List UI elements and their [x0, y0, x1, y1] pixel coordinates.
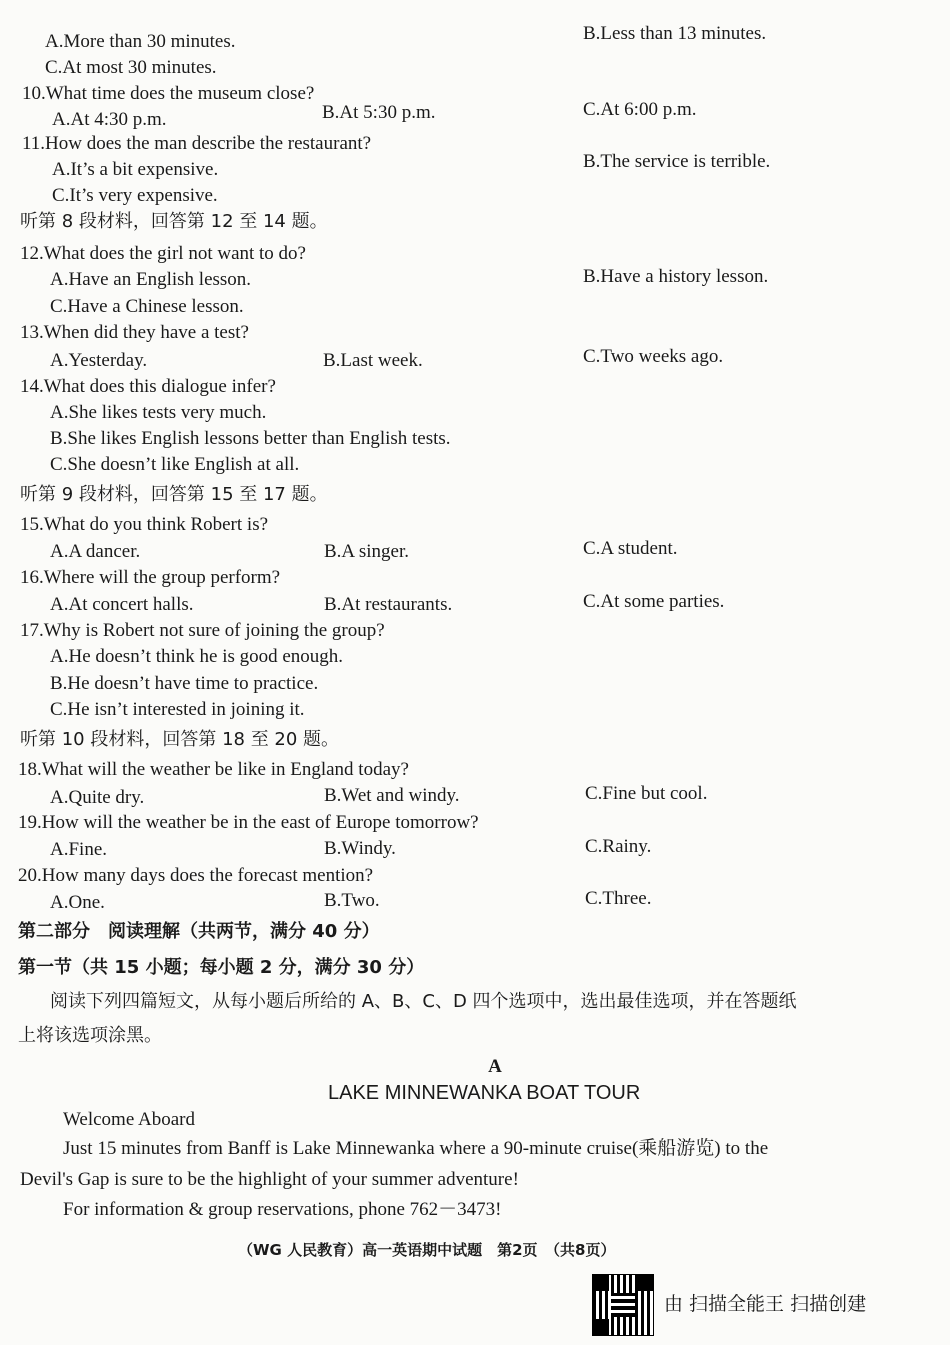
option-line: B.The service is terrible.: [583, 151, 771, 172]
question-line: 13.When did they have a test?: [20, 322, 249, 343]
option-line: A.Fine.: [50, 839, 107, 860]
question-line: 15.What do you think Robert is?: [20, 514, 269, 535]
qr-code-icon: [593, 1275, 653, 1335]
option-line: B.Two.: [324, 890, 380, 911]
section-instruction: 听第 9 段材料，回答第 15 至 17 题。: [20, 484, 328, 505]
passage-title: LAKE MINNEWANKA BOAT TOUR: [328, 1082, 641, 1104]
passage-text: Just 15 minutes from Banff is Lake Minnewanka where a 90-minute cruise(乘船游览) to the: [63, 1138, 769, 1159]
passage-text: For information & group reservations, phone 762－3473!: [63, 1199, 502, 1220]
option-line: A.It’s a bit expensive.: [52, 159, 219, 180]
passage-text: Devil's Gap is sure to be the highlight of your summer adventure!: [20, 1169, 519, 1190]
option-line: A.At concert halls.: [50, 594, 194, 615]
question-line: 16.Where will the group perform?: [20, 567, 281, 588]
question-line: 20.How many days does the forecast mention?: [18, 865, 374, 886]
option-line: C.Three.: [585, 888, 652, 909]
option-line: B.Have a history lesson.: [583, 266, 769, 287]
option-line: C.He isn’t interested in joining it.: [50, 699, 305, 720]
option-line: C.Rainy.: [585, 836, 652, 857]
option-line: B.He doesn’t have time to practice.: [50, 673, 319, 694]
question-line: 17.Why is Robert not sure of joining the group?: [20, 620, 385, 641]
option-line: B.At 5:30 p.m.: [322, 102, 436, 123]
option-line: C.Two weeks ago.: [583, 346, 724, 367]
option-line: B.At restaurants.: [324, 594, 453, 615]
passage-letter: A: [488, 1056, 502, 1077]
option-line: B.Wet and windy.: [324, 785, 460, 806]
question-line: 18.What will the weather be like in England today?: [18, 759, 409, 780]
option-line: B.Last week.: [323, 350, 423, 371]
option-line: A.She likes tests very much.: [50, 402, 267, 423]
option-line: A.More than 30 minutes.: [45, 31, 236, 52]
option-line: B.She likes English lessons better than English tests.: [50, 428, 451, 449]
option-line: A.Have an English lesson.: [50, 269, 252, 290]
reading-instruction-cont: 上将该选项涂黑。: [18, 1025, 162, 1046]
question-line: 19.How will the weather be in the east of Europe tomorrow?: [18, 812, 479, 833]
reading-instruction: 阅读下列四篇短文，从每小题后所给的 A、B、C、D 四个选项中，选出最佳选项，并在答题纸: [50, 991, 797, 1012]
question-line: 10.What time does the museum close?: [22, 83, 315, 104]
section-instruction: 听第 10 段材料，回答第 18 至 20 题。: [20, 729, 340, 750]
section-heading: 第一节（共 15 小题；每小题 2 分，满分 30 分）: [18, 957, 425, 978]
question-line: 14.What does this dialogue infer?: [20, 376, 276, 397]
option-line: C.At most 30 minutes.: [45, 57, 217, 78]
question-line: 12.What does the girl not want to do?: [20, 243, 306, 264]
question-line: 11.How does the man describe the restaurant?: [22, 133, 372, 154]
section-instruction: 听第 8 段材料，回答第 12 至 14 题。: [20, 211, 328, 232]
page-footer: （WG 人民教育）高一英语期中试题 第2页 （共8页）: [238, 1241, 616, 1259]
option-line: B.Windy.: [324, 838, 396, 859]
option-line: A.Yesterday.: [50, 350, 148, 371]
option-line: A.Quite dry.: [50, 787, 145, 808]
passage-subtitle: Welcome Aboard: [63, 1109, 195, 1130]
option-line: C.Fine but cool.: [585, 783, 708, 804]
option-line: A.A dancer.: [50, 541, 141, 562]
option-line: B.A singer.: [324, 541, 409, 562]
part-heading: 第二部分 阅读理解（共两节，满分 40 分）: [18, 921, 380, 942]
option-line: C.She doesn’t like English at all.: [50, 454, 300, 475]
option-line: C.At 6:00 p.m.: [583, 99, 697, 120]
option-line: B.Less than 13 minutes.: [583, 23, 767, 44]
option-line: C.Have a Chinese lesson.: [50, 296, 244, 317]
option-line: A.He doesn’t think he is good enough.: [50, 646, 344, 667]
option-line: A.At 4:30 p.m.: [52, 109, 167, 130]
option-line: C.At some parties.: [583, 591, 725, 612]
option-line: C.It’s very expensive.: [52, 185, 218, 206]
option-line: C.A student.: [583, 538, 678, 559]
option-line: A.One.: [50, 892, 105, 913]
scanner-watermark: 由 扫描全能王 扫描创建: [664, 1293, 867, 1315]
